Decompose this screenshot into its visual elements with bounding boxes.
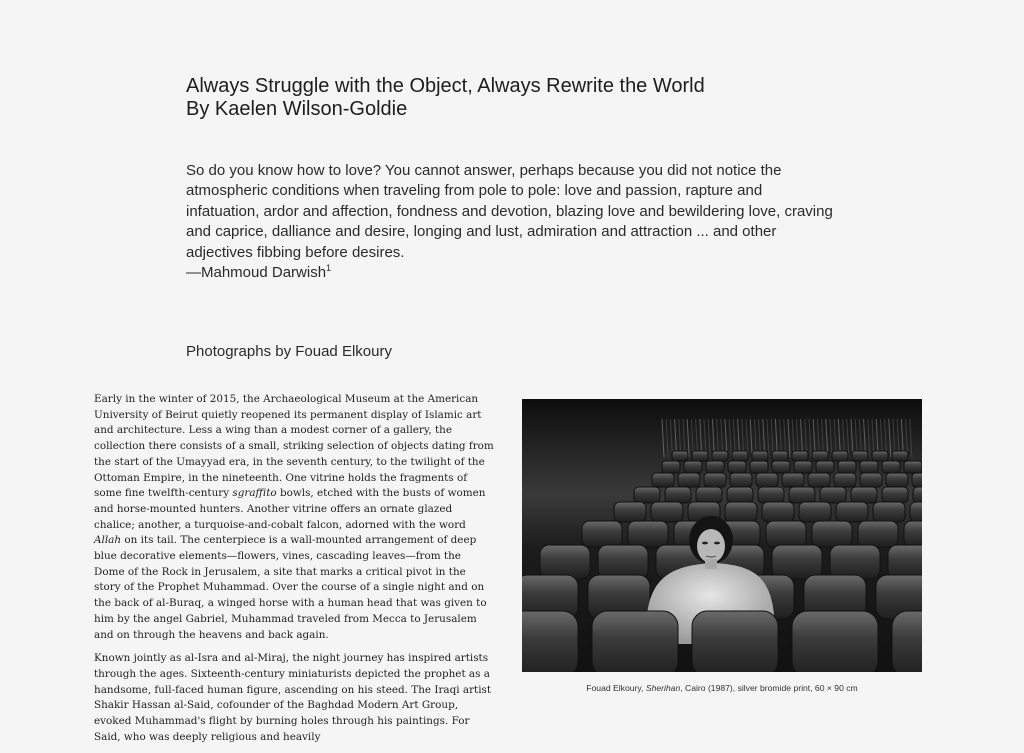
theater-seat xyxy=(628,521,668,547)
face xyxy=(697,529,725,563)
theater-seat xyxy=(730,473,752,487)
theater-seat xyxy=(860,461,878,473)
theater-seat xyxy=(830,545,880,579)
footnote-marker[interactable]: 1 xyxy=(326,263,332,274)
theater-seat xyxy=(799,502,831,522)
theater-seat xyxy=(712,451,728,461)
theater-seat xyxy=(672,451,688,461)
theater-seat xyxy=(904,461,922,473)
theater-seat xyxy=(832,451,848,461)
article-body xyxy=(94,392,494,753)
figure-caption xyxy=(522,682,922,694)
theater-seat xyxy=(792,451,808,461)
theater-seat xyxy=(882,461,900,473)
theater-seat xyxy=(888,545,922,579)
theater-seat xyxy=(873,502,905,522)
theater-seat xyxy=(858,521,898,547)
theater-seat xyxy=(772,451,788,461)
theater-seat xyxy=(812,521,852,547)
theater-seat xyxy=(789,487,815,503)
theater-seat xyxy=(782,473,804,487)
theater-seat xyxy=(582,521,622,547)
epigraph-author: —Mahmoud Darwish xyxy=(186,264,327,282)
body-italic: sgraffito xyxy=(232,487,277,500)
theater-seat xyxy=(706,461,724,473)
body-text: Early in the winter of 2015, the Archaeological Museum at the American University of Beirut quietly reopened its permanent display of Islamic art and architecture. Less a wing than a modest corner of a gallery, the collection there consists of a small, striking selection of objects dating from the start of the Umayyad era, in the seventh century, to the twilight of the Ottoman Empire, in the nineteenth. One vitrine holds the fragments of some fine twelfth-century xyxy=(94,393,494,500)
theater-seat xyxy=(794,461,812,473)
body-text: bowls, etched with the busts of women and horse-mounted hunters. Another vitrine offers an ornate glazed chalice; another, a turquoise-and-cobalt falcon, adorned with the word xyxy=(94,487,486,531)
theater-seat xyxy=(851,487,877,503)
theater-seat xyxy=(834,473,856,487)
eye-right xyxy=(714,542,720,545)
theater-seat xyxy=(684,461,702,473)
theater-seat xyxy=(838,461,856,473)
theater-seat xyxy=(816,461,834,473)
theater-seat xyxy=(766,521,806,547)
theater-seat xyxy=(912,473,922,487)
theater-seat xyxy=(728,461,746,473)
theater-seat xyxy=(892,611,922,672)
theater-seat xyxy=(904,521,922,547)
epigraph-text: So do you know how to love? You cannot answer, perhaps because you did not notice the atmospheric conditions when traveling from pole to pole: love and passion, rapture and infatuation, ardor and affection, fondness and devotion, blazing love and bewildering love, craving and caprice, dalliance and desire, longing and lust, admiration and attraction ... and other adjectives fibbing before desires. xyxy=(186,162,833,261)
theater-seat xyxy=(651,502,683,522)
theater-seat xyxy=(692,611,778,672)
theater-photograph xyxy=(522,399,922,672)
theater-seat xyxy=(860,473,882,487)
photograph-image xyxy=(522,399,922,672)
epigraph xyxy=(186,161,836,283)
theater-seat xyxy=(725,502,757,522)
caption-text: Fouad Elkoury, xyxy=(586,683,646,693)
theater-seat xyxy=(750,461,768,473)
theater-seat xyxy=(808,473,830,487)
theater-seat xyxy=(678,473,700,487)
theater-seat xyxy=(665,487,691,503)
theater-seat xyxy=(634,487,660,503)
epigraph-attribution xyxy=(186,263,836,283)
theater-seat xyxy=(836,502,868,522)
body-paragraph-1 xyxy=(94,392,494,643)
neck xyxy=(705,559,717,569)
body-italic: Allah xyxy=(94,534,122,547)
theater-seat xyxy=(732,451,748,461)
theater-seat xyxy=(692,451,708,461)
theater-seat xyxy=(812,451,828,461)
theater-seat xyxy=(820,487,846,503)
theater-seat xyxy=(652,473,674,487)
theater-seat xyxy=(758,487,784,503)
theater-seat xyxy=(892,451,908,461)
article-byline: By Kaelen Wilson-Goldie xyxy=(186,98,408,120)
theater-seat xyxy=(752,451,768,461)
theater-seat xyxy=(598,545,648,579)
theater-seat xyxy=(522,611,578,672)
theater-seat xyxy=(614,502,646,522)
theater-seat xyxy=(704,473,726,487)
theater-seat xyxy=(662,461,680,473)
theater-seat xyxy=(910,502,922,522)
theater-seat xyxy=(540,545,590,579)
theater-seat xyxy=(913,487,922,503)
theater-seat xyxy=(792,611,878,672)
theater-seat xyxy=(882,487,908,503)
photo-credit: Photographs by Fouad Elkoury xyxy=(186,343,392,360)
theater-seat xyxy=(756,473,778,487)
theater-seat xyxy=(592,611,678,672)
theater-seat xyxy=(727,487,753,503)
eye-left xyxy=(702,542,708,545)
theater-seat xyxy=(696,487,722,503)
theater-seat xyxy=(772,461,790,473)
theater-seat xyxy=(762,502,794,522)
caption-title: Sherihan xyxy=(645,683,681,693)
body-paragraph-2: Known jointly as al-Isra and al-Miraj, the night journey has inspired artists through the ages. Sixteenth-century miniaturists depicted the prophet as a handsome, full-faced human figure, ascending on his steed. The Iraqi artist Shakir Hassan al-Said, cofounder of the Baghdad Modern Art Group, evoked Muhammad's flight by burning holes through his paintings. For Said, who was deeply religious and heavily xyxy=(94,652,492,743)
theater-seat xyxy=(886,473,908,487)
article-title: Always Struggle with the Object, Always Rewrite the World xyxy=(186,75,705,98)
caption-text: , Cairo (1987), silver bromide print, 60 × 90 cm xyxy=(680,683,858,693)
theater-seat xyxy=(872,451,888,461)
theater-seat xyxy=(772,545,822,579)
theater-seat xyxy=(852,451,868,461)
body-text: on its tail. The centerpiece is a wall-mounted arrangement of deep blue decorative elements—flowers, vines, cascading leaves—from the Dome of the Rock in Jerusalem, a site that marks a critical pivot in the story of the Prophet Muhammad. Over the course of a single night and on the back of al-Buraq, a winged horse with a human head that was given to him by the angel Gabriel, Muhammad traveled from Mecca to Jerusalem and on through the heavens and back again. xyxy=(94,534,487,641)
